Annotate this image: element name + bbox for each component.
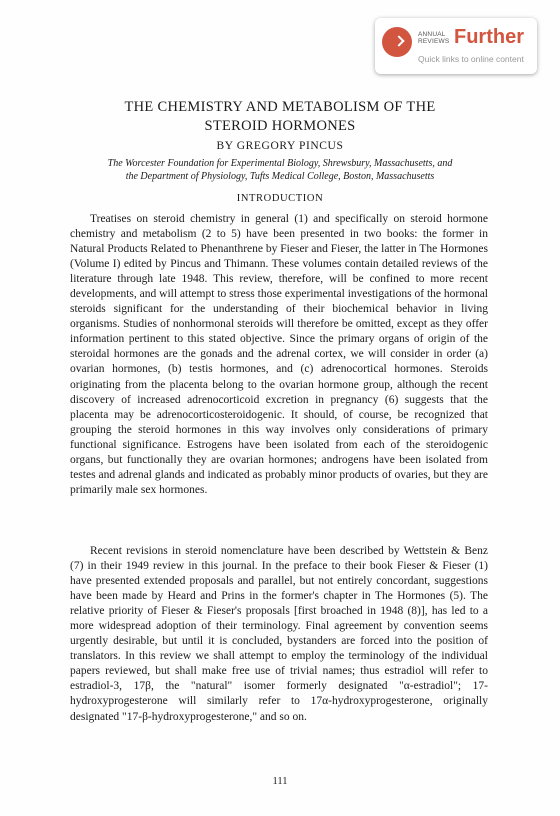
affiliation-line-2: the Department of Physiology, Tufts Medical College, Boston, Massachusetts [125, 171, 435, 182]
badge-annual-label: ANNUAL [418, 31, 446, 38]
further-links-badge[interactable] [375, 18, 537, 74]
section-heading: INTRODUCTION [236, 193, 324, 204]
chevron-circle-icon [382, 27, 412, 57]
affiliation-line-1: The Worcester Foundation for Experimental Biology, Shrewsbury, Massachusetts, and [107, 158, 453, 169]
page-number: 111 [272, 776, 288, 787]
badge-further-label: Further [454, 26, 524, 48]
author-byline: BY GREGORY PINCUS [216, 140, 344, 152]
article-title-line-1: THE CHEMISTRY AND METABOLISM OF THE [124, 99, 436, 115]
badge-subtitle: Quick links to online content [418, 54, 524, 64]
article-title-line-2: STEROID HORMONES [204, 118, 356, 134]
body-paragraph-2: Recent revisions in steroid nomenclature have been described by Wettstein & Benz (7) in their 1949 review in this journal. In the preface to their book Fieser & Fieser (1) have presented extended proposals and parallel, but not entirely concordant, suggestions have been made by Heard and Prins in the former's chapter in The Hormones (5). The relative priority of Fieser & Fieser's proposals [first broached in 1948 (8)], has led to a more widespread adoption of their terminology. Final agreement by convention seems urgently desirable, but until it is concluded, bystanders are forced into the position of translators. In this review we shall attempt to employ the terminology of the individual papers reviewed, but shall make free use of trivial names; thus estradiol will refer to estradiol-3, 17β, the "natural" isomer formerly designated "α-estradiol"; 17-hydroxyprogesterone will similarly refer to 17α-hydroxyprogesterone, originally designated "17-β-hydroxyprogesterone," and so on. [70, 545, 488, 723]
body-paragraph-1: Treatises on steroid chemistry in general (1) and specifically on steroid hormone chemistry and metabolism (2 to 5) have been presented in two books: the former in Natural Products Related to Phenanthrene by Fieser and Fieser, the latter in The Hormones (Volume I) edited by Pincus and Thimann. These volumes contain detailed reviews of the literature through late 1948. This review, therefore, will be confined to more recent developments, and will attempt to stress those experimental investigations of the hormonal steroids significant for the understanding of their biochemical behavior in living organisms. Studies of nonhormonal steroids will therefore be omitted, except as they offer information pertinent to this stated objective. Since the primary organs of origin of the steroidal hormones are the gonads and the adrenal cortex, we will consider in order (a) ovarian hormones, (b) testis hormones, and (c) adrenocortical hormones. Steroids originating from the placenta belong to the ovarian hormone group, although the recent discovery of increased adrenocorticoid excretion in pregnancy (6) suggests that the placenta may be adrenocorticosteroidogenic. It should, of course, be recognized that grouping the steroid hormones in this way involves only considerations of primary functional significance. Estrogens have been isolated from each of the steroidogenic organs, but functionally they are ovarian hormones; androgens have been isolated from testes and adrenal glands and indicated as probably minor products of ovaries, but they are primarily male sex hormones. [70, 213, 488, 496]
badge-reviews-label: REVIEWS [418, 38, 450, 45]
